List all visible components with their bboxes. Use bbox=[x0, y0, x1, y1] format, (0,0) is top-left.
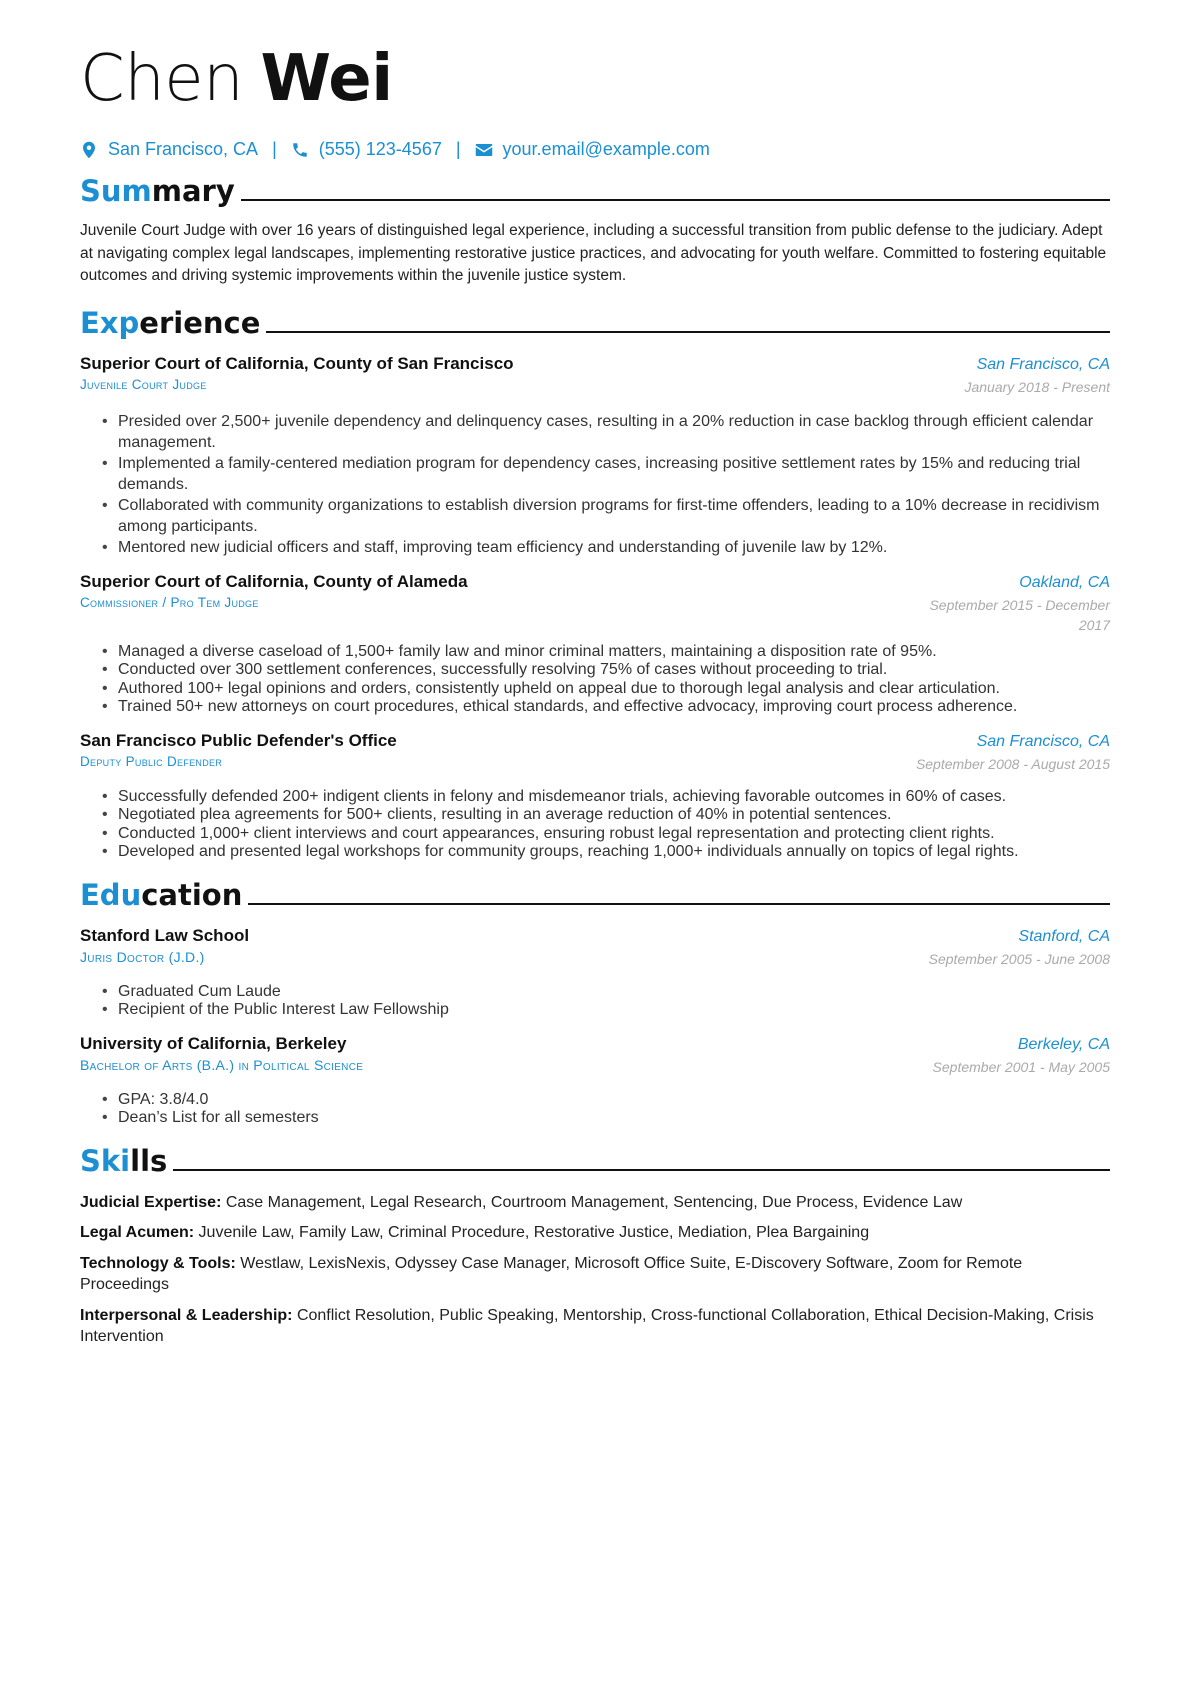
degree: Juris Doctor (J.D.) bbox=[80, 948, 205, 965]
list-item: • Mentored new judicial officers and staff, improving team efficiency and understanding of juvenile law by 12%. bbox=[102, 537, 1110, 558]
contact-email[interactable] bbox=[475, 139, 710, 160]
experience-entry bbox=[80, 572, 1110, 717]
phone-icon bbox=[291, 141, 309, 159]
entry-dates: September 2008 - August 2015 bbox=[915, 755, 1110, 772]
entry-dates: September 2015 - December 2017 bbox=[929, 596, 1110, 633]
section-title: Experience bbox=[80, 305, 261, 340]
list-item: • Conducted over 300 settlement conferences, successfully resolving 75% of cases without proceeding to trial. bbox=[102, 661, 1110, 680]
list-item: • Successfully defended 200+ indigent clients in felony and misdemeanor trials, achieving favorable outcomes in 60% of cases. bbox=[102, 788, 1110, 807]
list-item: • Developed and presented legal workshops for community groups, reaching 1,000+ individuals annually on topics of legal rights. bbox=[102, 843, 1110, 862]
contact-bar bbox=[80, 139, 1110, 160]
experience-heading bbox=[80, 306, 1110, 340]
experience-entry bbox=[80, 731, 1110, 862]
education-heading bbox=[80, 878, 1110, 912]
school-name: University of California, Berkeley bbox=[80, 1033, 347, 1053]
skill-category: Judicial Expertise: bbox=[80, 1193, 222, 1211]
entry-dates: September 2001 - May 2005 bbox=[932, 1058, 1110, 1075]
entry-location: Stanford, CA bbox=[1018, 927, 1110, 945]
section-title: Education bbox=[80, 877, 243, 912]
contact-location bbox=[80, 139, 258, 160]
entry-location: Berkeley, CA bbox=[1017, 1035, 1110, 1053]
bullet-list bbox=[80, 1091, 1110, 1128]
education-entry bbox=[80, 926, 1110, 1020]
experience-entry bbox=[80, 354, 1110, 558]
entry-dates: September 2005 - June 2008 bbox=[928, 950, 1110, 967]
summary-heading bbox=[80, 174, 1110, 208]
skill-row bbox=[80, 1253, 1110, 1296]
employer-name: San Francisco Public Defender's Office bbox=[80, 730, 397, 750]
job-title: Juvenile Court Judge bbox=[80, 376, 207, 392]
skill-values: Westlaw, LexisNexis, Odyssey Case Manager, Microsoft Office Suite, E-Discovery Software, Zoom for Remote Proceedings bbox=[80, 1254, 1023, 1293]
candidate-name bbox=[80, 40, 1110, 117]
skill-values: Case Management, Legal Research, Courtroom Management, Sentencing, Due Process, Evidence Law bbox=[225, 1193, 963, 1211]
section-divider bbox=[248, 903, 1110, 905]
section-divider bbox=[266, 331, 1110, 333]
section-divider bbox=[241, 199, 1110, 201]
section-title: Summary bbox=[80, 174, 235, 208]
last-name: Wei bbox=[260, 42, 393, 116]
skill-row bbox=[80, 1222, 1110, 1244]
location-text: San Francisco, CA bbox=[108, 139, 259, 159]
bullet-list bbox=[80, 643, 1110, 717]
skill-row bbox=[80, 1192, 1110, 1214]
contact-separator: | bbox=[455, 139, 461, 159]
employer-name: Superior Court of California, County of Alameda bbox=[80, 571, 468, 591]
school-name: Stanford Law School bbox=[80, 925, 250, 945]
skill-row bbox=[80, 1305, 1110, 1348]
list-item: • Conducted 1,000+ client interviews and court appearances, ensuring robust legal representation and protecting client rights. bbox=[102, 825, 1110, 844]
contact-phone[interactable] bbox=[291, 139, 442, 160]
entry-dates: January 2018 - Present bbox=[964, 378, 1110, 395]
list-item: • Collaborated with community organizations to establish diversion programs for first-time offenders, leading to a 10% decrease in recidivism among participants. bbox=[102, 495, 1110, 537]
list-item: • Authored 100+ legal opinions and orders, consistently upheld on appeal due to thorough legal analysis and clear articulation. bbox=[102, 680, 1110, 699]
section-divider bbox=[173, 1169, 1110, 1171]
email-text: your.email@example.com bbox=[502, 139, 710, 159]
list-item: • Recipient of the Public Interest Law Fellowship bbox=[102, 1001, 1110, 1020]
list-item: • Trained 50+ new attorneys on court procedures, ethical standards, and effective advocacy, improving court process adherence. bbox=[102, 698, 1110, 717]
skill-values: Juvenile Law, Family Law, Criminal Procedure, Restorative Justice, Mediation, Plea Bargaining bbox=[198, 1224, 870, 1241]
bullet-list bbox=[80, 788, 1110, 862]
contact-separator: | bbox=[272, 139, 277, 159]
skills-heading bbox=[80, 1144, 1110, 1178]
phone-text: (555) 123-4567 bbox=[318, 139, 442, 159]
bullet-list bbox=[80, 411, 1110, 558]
skill-category: Legal Acumen: bbox=[80, 1224, 195, 1241]
list-item: • Negotiated plea agreements for 500+ clients, resulting in an average reduction of 40% in potential sentences. bbox=[102, 806, 1110, 825]
skill-category: Interpersonal & Leadership: bbox=[80, 1306, 293, 1324]
list-item: • Graduated Cum Laude bbox=[102, 983, 1110, 1002]
list-item: • GPA: 3.8/4.0 bbox=[102, 1091, 1110, 1110]
job-title: Deputy Public Defender bbox=[80, 753, 223, 769]
summary-text: Juvenile Court Judge with over 16 years of distinguished legal experience, including a successful transition from public defense to the judiciary. Adept at navigating complex legal landscapes, implementing restorative justice practices, and advocating for youth welfare. Committed to fostering equitable outcomes and driving systemic improvements within the juvenile justice system. bbox=[80, 222, 1107, 284]
entry-location: San Francisco, CA bbox=[976, 355, 1110, 373]
employer-name: Superior Court of California, County of San Francisco bbox=[80, 353, 514, 373]
list-item: • Managed a diverse caseload of 1,500+ family law and minor criminal matters, maintaining a disposition rate of 95%. bbox=[102, 643, 1110, 662]
education-entry bbox=[80, 1034, 1110, 1128]
section-title: Skills bbox=[80, 1143, 168, 1178]
first-name: Chen bbox=[80, 42, 244, 116]
entry-location: San Francisco, CA bbox=[976, 732, 1110, 750]
list-item: • Presided over 2,500+ juvenile dependency and delinquency cases, resulting in a 20% reduction in case backlog through efficient calendar management. bbox=[102, 411, 1110, 453]
map-marker-icon bbox=[80, 141, 98, 159]
bullet-list bbox=[80, 983, 1110, 1020]
list-item: • Implemented a family-centered mediation program for dependency cases, increasing positive settlement rates by 15% and reducing trial demands. bbox=[102, 453, 1110, 495]
job-title: Commissioner / Pro Tem Judge bbox=[80, 594, 259, 610]
envelope-icon bbox=[475, 141, 493, 159]
list-item: • Dean’s List for all semesters bbox=[102, 1109, 1110, 1128]
degree: Bachelor of Arts (B.A.) in Political Science bbox=[80, 1056, 364, 1073]
entry-location: Oakland, CA bbox=[1019, 573, 1110, 591]
skill-values: Conflict Resolution, Public Speaking, Mentorship, Cross-functional Collaboration, Ethical Decision-Making, Crisis Intervention bbox=[80, 1306, 1094, 1345]
skill-category: Technology & Tools: bbox=[80, 1254, 236, 1272]
